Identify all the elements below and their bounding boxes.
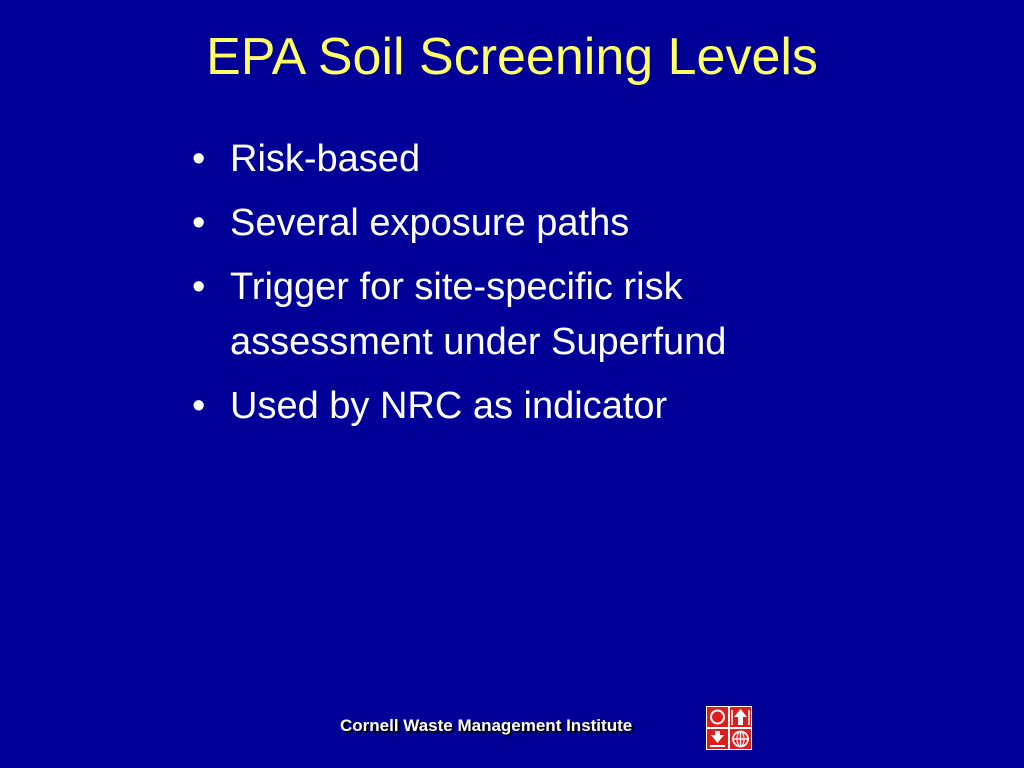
footer-institute-name: Cornell Waste Management Institute	[340, 716, 633, 735]
bullet-item	[192, 379, 892, 434]
bullet-glyph: •	[192, 138, 206, 180]
bullet-item	[192, 260, 892, 370]
bullet-glyph: •	[192, 202, 206, 244]
bullet-glyph: •	[192, 385, 206, 427]
bullet-list	[192, 132, 892, 443]
slide-title: EPA Soil Screening Levels	[206, 28, 818, 86]
cwmi-logo-icon	[706, 706, 752, 750]
bullet-text: Risk-based	[230, 138, 421, 180]
bullet-glyph: •	[192, 266, 206, 308]
bullet-text: Used by NRC as indicator	[230, 385, 668, 427]
bullet-item	[192, 132, 892, 187]
bullet-text: Trigger for site-specific risk assessment under Superfund	[230, 266, 727, 363]
footer	[0, 706, 1024, 750]
bullet-item	[192, 196, 892, 251]
bullet-text: Several exposure paths	[230, 202, 630, 244]
